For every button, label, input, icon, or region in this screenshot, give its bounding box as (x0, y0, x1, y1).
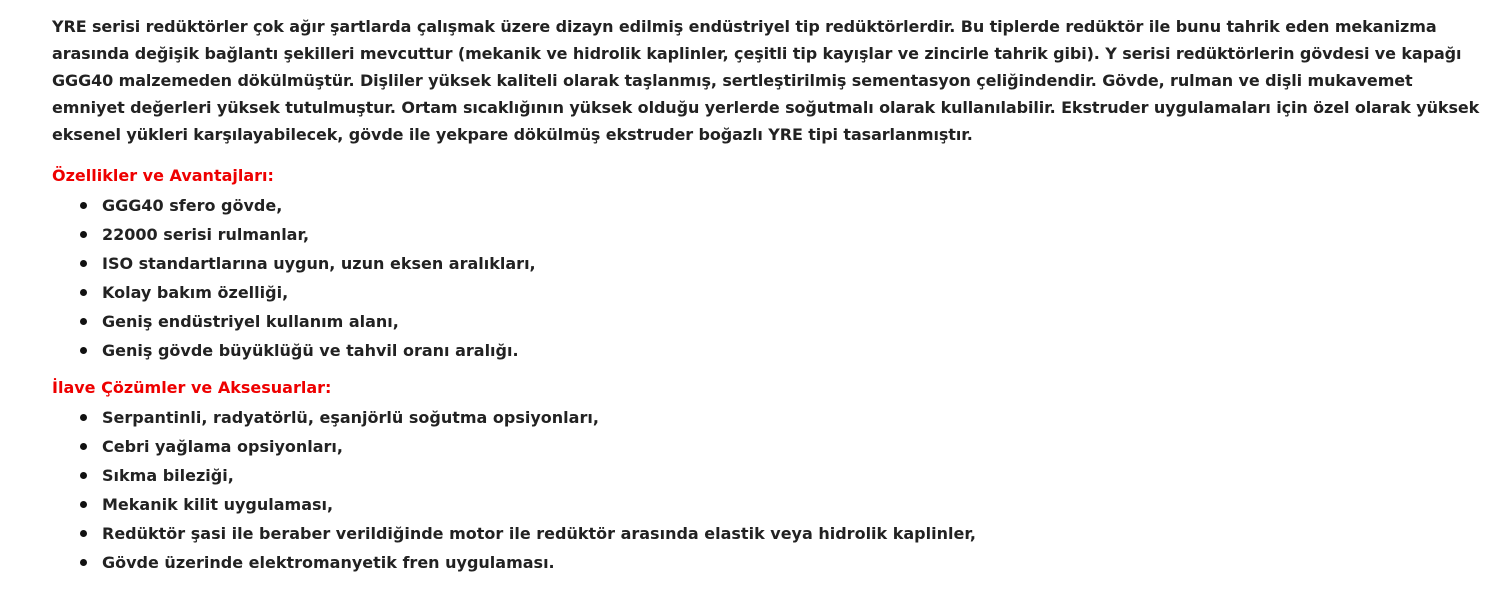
extras-list (52, 403, 1482, 577)
bullet-icon (80, 501, 87, 508)
list-item (52, 220, 1482, 249)
list-item-text: Redüktör şasi ile beraber verildiğinde motor ile redüktör arasında elastik veya hidrolik kaplinler, (102, 524, 976, 543)
list-item-text: Serpantinli, radyatörlü, eşanjörlü soğutma opsiyonları, (102, 408, 599, 427)
list-item (52, 403, 1482, 432)
list-item-text: GGG40 sfero gövde, (102, 196, 283, 215)
list-item (52, 432, 1482, 461)
list-item (52, 548, 1482, 577)
bullet-icon (80, 318, 87, 325)
list-item-text: Cebri yağlama opsiyonları, (102, 437, 343, 456)
bullet-icon (80, 231, 87, 238)
extras-heading: İlave Çözümler ve Aksesuarlar: (52, 378, 332, 397)
bullet-icon (80, 443, 87, 450)
list-item-text: Geniş endüstriyel kullanım alanı, (102, 312, 399, 331)
bullet-icon (80, 347, 87, 354)
features-heading: Özellikler ve Avantajları: (52, 166, 274, 185)
bullet-icon (80, 414, 87, 421)
bullet-icon (80, 202, 87, 209)
list-item-text: ISO standartlarına uygun, uzun eksen aralıkları, (102, 254, 536, 273)
list-item (52, 307, 1482, 336)
list-item (52, 490, 1482, 519)
list-item (52, 336, 1482, 365)
features-list (52, 191, 1482, 365)
list-item-text: 22000 serisi rulmanlar, (102, 225, 310, 244)
list-item-text: Kolay bakım özelliği, (102, 283, 289, 302)
list-item (52, 519, 1482, 548)
list-item-text: Mekanik kilit uygulaması, (102, 495, 334, 514)
bullet-icon (80, 289, 87, 296)
bullet-icon (80, 559, 87, 566)
list-item-text: Geniş gövde büyüklüğü ve tahvil oranı aralığı. (102, 341, 519, 360)
intro-paragraph: YRE serisi redüktörler çok ağır şartlarda çalışmak üzere dizayn edilmiş endüstriyel tip redüktörlerdir. Bu tiplerde redüktör ile bunu tahrik eden mekanizma arasında değişik bağlantı şekilleri mevcuttur (mekanik ve hidrolik kaplinler, çeşitli tip kayışlar ve zincirle tahrik gibi). Y serisi redüktörlerin gövdesi ve kapağı GGG40 malzemeden dökülmüştür. Dişliler yüksek kaliteli olarak taşlanmış, sertleştirilmiş sementasyon çeliğindendir. Gövde, rulman ve dişli mukavemet emniyet değerleri yüksek tutulmuştur. Ortam sıcaklığının yüksek olduğu yerlerde soğutmalı olarak kullanılabilir. Ekstruder uygulamaları için özel olarak yüksek eksenel yükleri karşılayabilecek, gövde ile yekpare dökülmüş ekstruder boğazlı YRE tipi tasarlanmıştır. (52, 17, 1480, 144)
list-item (52, 249, 1482, 278)
list-item (52, 461, 1482, 490)
list-item-text: Gövde üzerinde elektromanyetik fren uygulaması. (102, 553, 555, 572)
list-item (52, 278, 1482, 307)
bullet-icon (80, 530, 87, 537)
bullet-icon (80, 260, 87, 267)
product-description (52, 13, 1482, 577)
bullet-icon (80, 472, 87, 479)
list-item (52, 191, 1482, 220)
list-item-text: Sıkma bileziği, (102, 466, 234, 485)
